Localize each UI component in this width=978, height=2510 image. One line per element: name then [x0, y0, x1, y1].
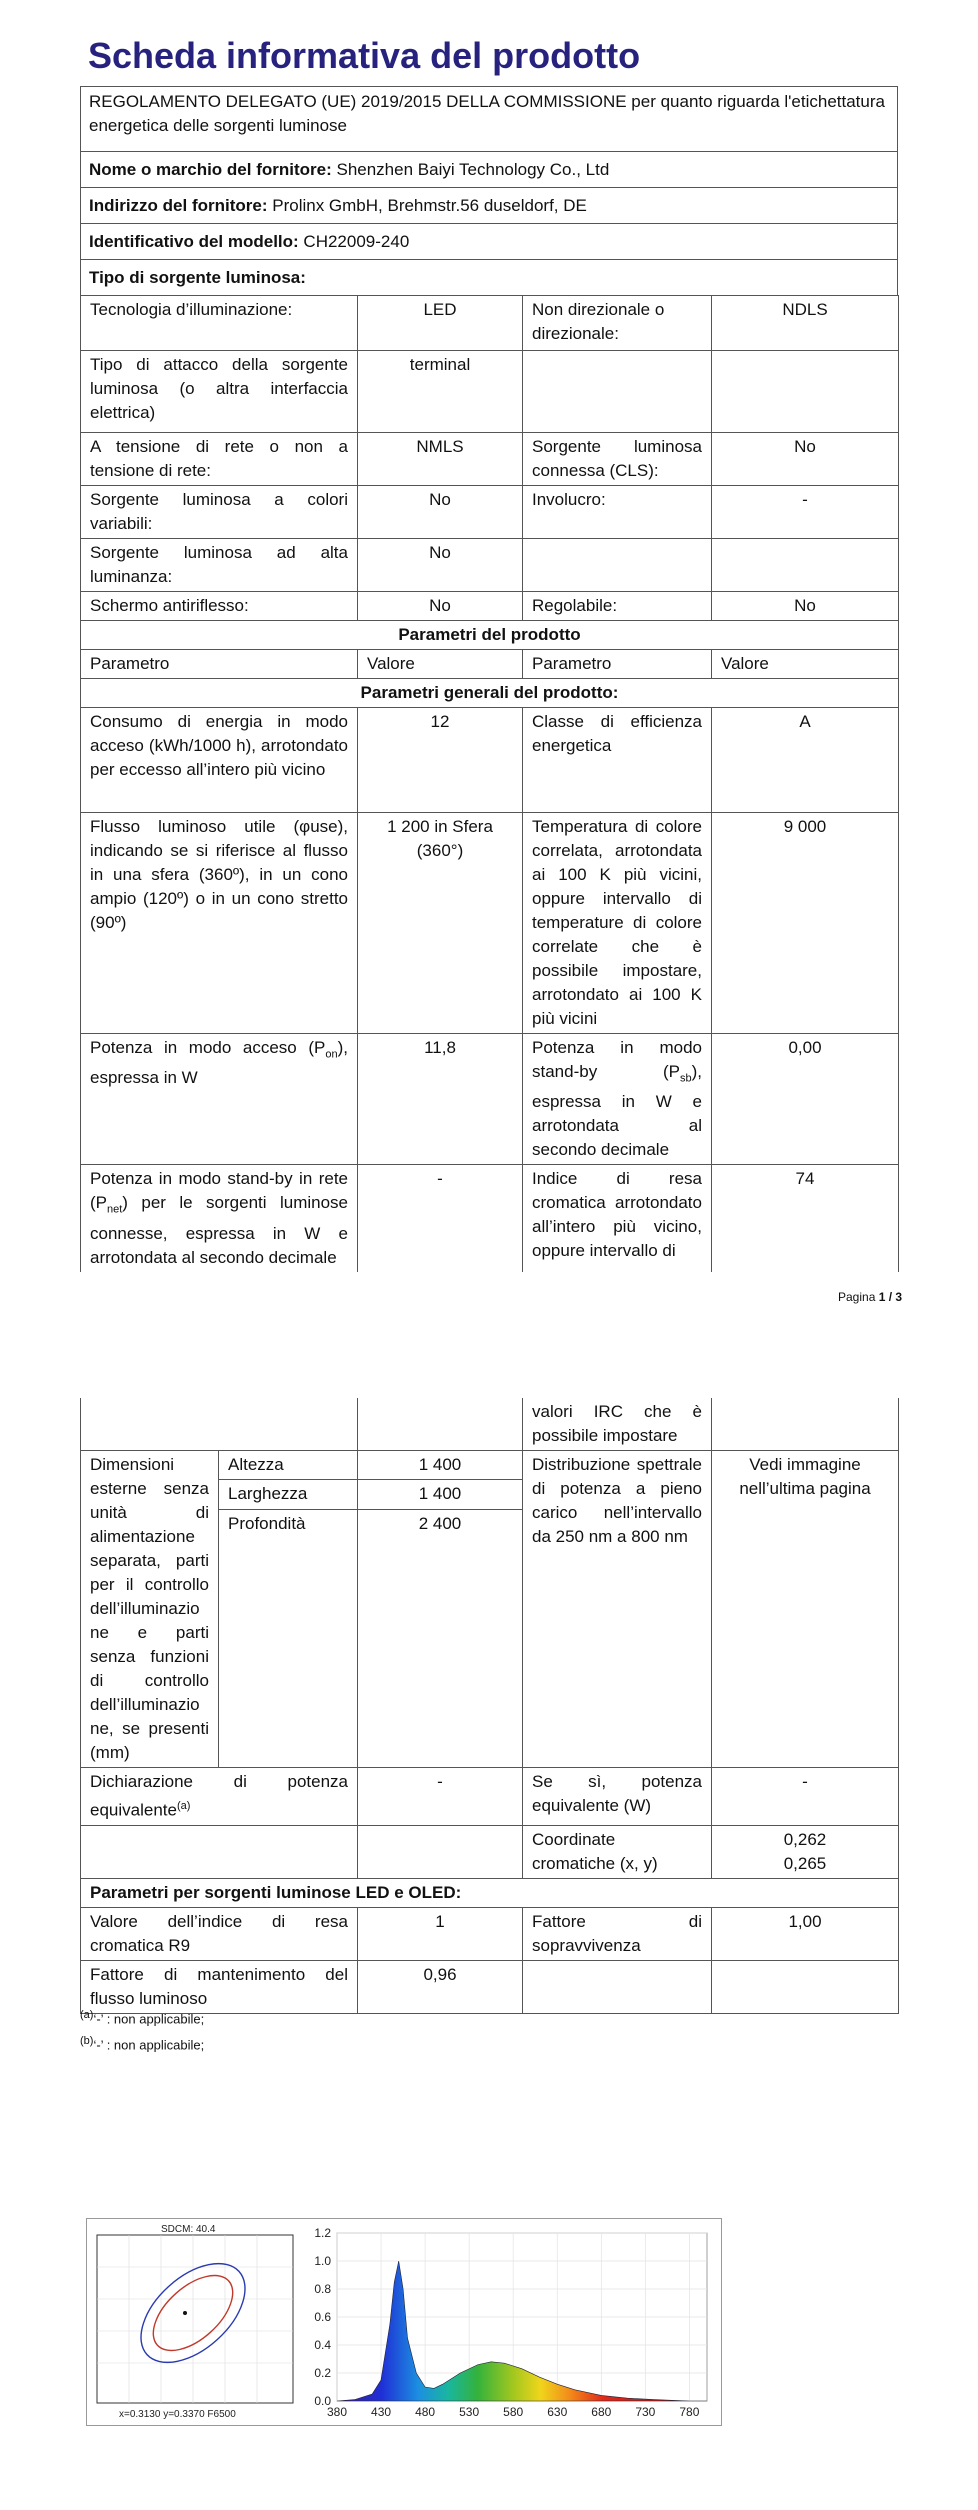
cct-label: Temperatura di colore correlata, arrotondata ai 100 K più vicini, oppure intervallo di temperature di colore correlate che è possibile impostare, arrotondato ai 100 K più vicini	[523, 813, 712, 1034]
cri-continued: valori IRC che è possibile impostare	[523, 1398, 712, 1451]
maintenance-value: 0,96	[358, 1960, 523, 2013]
color-value: No	[358, 486, 523, 539]
table-row	[81, 539, 899, 592]
address-row	[80, 187, 898, 224]
y-tick-label: 0.2	[314, 2366, 331, 2380]
cct-value: 9 000	[712, 813, 899, 1034]
r9-value: 1	[358, 1907, 523, 1960]
table-row	[81, 813, 899, 1034]
page1-table	[80, 295, 899, 1272]
source-type-row	[80, 259, 898, 296]
depth-label: Profondità	[219, 1509, 358, 1767]
supplier-row	[80, 151, 898, 188]
cls-value: No	[712, 433, 899, 486]
tech-label: Tecnologia d’illuminazione:	[81, 296, 358, 351]
x-tick-label: 680	[591, 2405, 612, 2419]
mains-value: NMLS	[358, 433, 523, 486]
address-value: Prolinx GmbH, Brehmstr.56 duseldorf, DE	[272, 196, 587, 215]
col-value-1: Valore	[358, 650, 523, 679]
psb-label: Potenza in modo stand-by $(P_{sb})$, espressa in W e arrotondata al secondo decimale	[523, 1034, 712, 1165]
dimmable-label: Regolabile:	[523, 592, 712, 621]
cie-diagram	[89, 2221, 299, 2421]
table-row	[81, 433, 899, 486]
r9-label: Valore dell’indice di resa cromatica R9	[81, 1907, 358, 1960]
class-value: A	[712, 708, 899, 813]
sdcm-label: SDCM: 40.4	[161, 2224, 216, 2235]
supplier-label: Nome o marchio del fornitore:	[89, 160, 332, 179]
y-tick-label: 0.4	[314, 2338, 331, 2352]
x-tick-label: 580	[503, 2405, 524, 2419]
cls-label: Sorgente luminosa connessa (CLS):	[523, 433, 712, 486]
table-row	[81, 1034, 899, 1165]
depth-value: 2 400	[358, 1509, 523, 1767]
col-param-1: Parametro	[81, 650, 358, 679]
pon-value: 11,8	[358, 1034, 523, 1165]
survival-label: Fattore di sopravvivenza	[523, 1907, 712, 1960]
page2-table	[80, 1398, 899, 2014]
color-label: Sorgente luminosa a colori variabili:	[81, 486, 358, 539]
table-row	[81, 1907, 899, 1960]
psb-value: 0,00	[712, 1034, 899, 1165]
pon-label: Potenza in modo acceso $(P_{on})$, espressa in W	[81, 1034, 358, 1165]
glare-value: No	[358, 592, 523, 621]
x-tick-label: 430	[371, 2405, 392, 2419]
table-row	[81, 486, 899, 539]
equiv-w-value: -	[712, 1768, 899, 1826]
footnote-b: $^{(b)}$‘-’ : non applicabile;	[80, 2035, 205, 2053]
flux-value: 1 200 in Sfera (360°)	[358, 813, 523, 1034]
pnet-value: -	[358, 1165, 523, 1272]
page-title: Scheda informativa del prodotto	[88, 35, 641, 76]
mains-label: A tensione di rete o non a tensione di rete:	[81, 433, 358, 486]
dimensions-label: Dimensioni esterne senza unità di alimentazione separata, parti per il controllo dell’illuminazione e parti senza funzioni di controllo dell’illuminazione, se presenti (mm)	[81, 1451, 219, 1768]
y-tick-label: 0.6	[314, 2310, 331, 2324]
y-tick-label: 0.8	[314, 2282, 331, 2296]
address-label: Indirizzo del fornitore:	[89, 196, 268, 215]
table-row	[81, 592, 899, 621]
width-value: 1 400	[358, 1480, 523, 1509]
width-label: Larghezza	[219, 1480, 358, 1509]
spectrum-chart	[301, 2221, 717, 2421]
x-tick-label: 480	[415, 2405, 436, 2419]
spd-label: Distribuzione spettrale di potenza a pieno carico nell’intervallo da 250 nm a 800 nm	[523, 1451, 712, 1768]
height-label: Altezza	[219, 1451, 358, 1480]
nondir-label: Non direzionale o direzionale:	[523, 296, 712, 351]
flux-label: Flusso luminoso utile (φuse), indicando se si riferisce al flusso in una sfera (360º), in un cono ampio (120º) o in un cono stretto (90º)	[81, 813, 358, 1034]
regulation-text: REGOLAMENTO DELEGATO (UE) 2019/2015 DELLA COMMISSIONE per quanto riguarda l'etichettatura energetica delle sorgenti luminose	[89, 92, 885, 135]
col-value-2: Valore	[712, 650, 899, 679]
cap-label: Tipo di attacco della sorgente luminosa (o altra interfaccia elettrica)	[81, 351, 358, 433]
pnet-label: Potenza in modo stand-by in rete $(P_{net})$ per le sorgenti luminose connesse, espressa in W e arrotondata al secondo decimale	[81, 1165, 358, 1272]
high-luminance-value: No	[358, 539, 523, 592]
led-params-heading: Parametri per sorgenti luminose LED e OLED:	[81, 1878, 899, 1907]
cap-value: terminal	[358, 351, 523, 433]
general-params-heading: Parametri generali del prodotto:	[81, 679, 899, 708]
y-tick-label: 0.0	[314, 2394, 331, 2408]
height-value: 1 400	[358, 1451, 523, 1480]
survival-value: 1,00	[712, 1907, 899, 1960]
footnote-a: $^{(a)}$‘-’ : non applicabile;	[80, 2009, 205, 2027]
source-type-label: Tipo di sorgente luminosa:	[89, 268, 306, 287]
x-tick-label: 630	[547, 2405, 568, 2419]
tech-value: LED	[358, 296, 523, 351]
table-row	[81, 1768, 899, 1826]
x-tick-label: 730	[635, 2405, 656, 2419]
table-row	[81, 650, 899, 679]
table-row	[81, 1825, 899, 1878]
maintenance-label: Fattore di mantenimento del flusso luminoso	[81, 1960, 358, 2013]
y-tick-label: 1.0	[314, 2254, 331, 2268]
table-row	[81, 1878, 899, 1907]
table-row	[81, 621, 899, 650]
model-row	[80, 223, 898, 260]
footnotes	[80, 2004, 204, 2057]
cri-label: Indice di resa cromatica arrotondato all’intero più vicino, oppure intervallo di	[523, 1165, 712, 1272]
table-row	[81, 1451, 899, 1480]
model-value: CH22009-240	[303, 232, 410, 251]
high-luminance-label: Sorgente luminosa ad alta luminanza:	[81, 539, 358, 592]
chroma-value: 0,262 0,265	[712, 1825, 899, 1878]
dimmable-value: No	[712, 592, 899, 621]
equiv-label: Dichiarazione di potenza equivalente$^{(a)}$	[81, 1768, 358, 1826]
page-number: Pagina 1 / 3	[838, 1290, 903, 1304]
nondir-value: NDLS	[712, 296, 899, 351]
class-label: Classe di efficienza energetica	[523, 708, 712, 813]
regulation-box	[80, 86, 898, 152]
spd-value: Vedi immagine nell’ultima pagina	[712, 1451, 899, 1768]
cri-value: 74	[712, 1165, 899, 1272]
model-label: Identificativo del modello:	[89, 232, 299, 251]
x-tick-label: 780	[679, 2405, 700, 2419]
table-row	[81, 1398, 899, 1451]
consumption-value: 12	[358, 708, 523, 813]
x-tick-label: 380	[326, 2405, 348, 2419]
supplier-value: Shenzhen Baiyi Technology Co., Ltd	[336, 160, 610, 179]
equiv-w-label: Se sì, potenza equivalente (W)	[523, 1768, 712, 1826]
envelope-value: -	[712, 486, 899, 539]
chroma-label: Coordinate cromatiche (x, y)	[523, 1825, 712, 1878]
spectrum-figure	[86, 2218, 722, 2426]
envelope-label: Involucro:	[523, 486, 712, 539]
x-tick-label: 530	[459, 2405, 480, 2419]
table-row	[81, 296, 899, 351]
table-row	[81, 1165, 899, 1272]
product-params-heading: Parametri del prodotto	[81, 621, 899, 650]
glare-label: Schermo antiriflesso:	[81, 592, 358, 621]
table-row	[81, 679, 899, 708]
xy-label: x=0.3130 y=0.3370 F6500	[119, 2409, 236, 2420]
y-tick-label: 1.2	[314, 2226, 331, 2240]
col-param-2: Parametro	[523, 650, 712, 679]
table-row	[81, 708, 899, 813]
table-row	[81, 351, 899, 433]
equiv-value: -	[358, 1768, 523, 1826]
consumption-label: Consumo di energia in modo acceso (kWh/1000 h), arrotondato per eccesso all’intero più vicino	[81, 708, 358, 813]
